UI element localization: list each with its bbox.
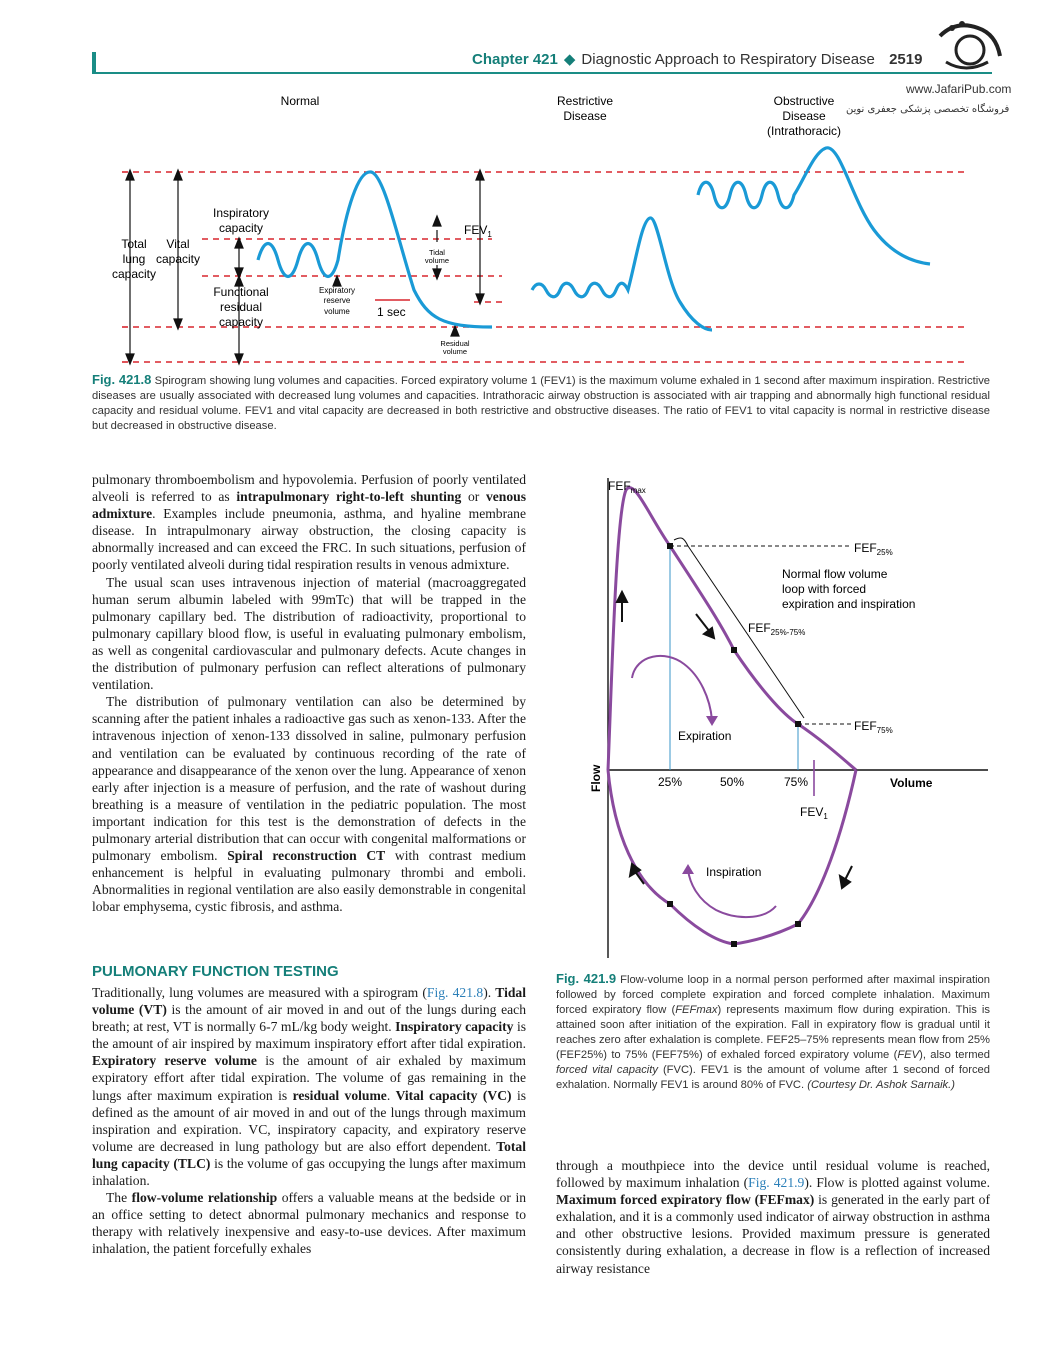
label-total-2: lung [122, 252, 146, 266]
label-vital-2: capacity [155, 252, 201, 266]
label-volume: Volume [890, 776, 933, 790]
label-fef75: $FEF_{75\%}$ [854, 719, 893, 735]
tick-25: 25% [658, 775, 683, 789]
label-inspiratory-2: capacity [218, 221, 264, 235]
direction-arrows [617, 592, 852, 888]
body-right-column [556, 1157, 990, 1277]
paragraph-scan: The usual scan uses intravenous injection of material (macroaggregated human serum albumin labeled with 99mTc) that will be trapped in the pulmonary capillary bed. The distribution of radioactivity, proportional to pulmonary capillary blood flow, is useful in evaluating pulmonary embolism, as well as congenital cardiovascular and pulmonary defects. Acute changes in the distribution of pulmonary perfusion can reflect alterations of pulmonary ventilation. [92, 574, 526, 693]
measurement-arrows [126, 170, 484, 364]
label-normal-3: expiration and inspiration [782, 597, 916, 611]
label-fev1: $FEV_1$ [464, 223, 492, 239]
label-restrictive-2: Disease [563, 109, 607, 123]
paragraph-mouthpiece: through a mouthpiece into the device until residual volume is reached, followed by maximum inhalation (Fig. 421.9). Flow is plotted against volume. Maximum forced expiratory flow (FEFmax) is generated in the early part of exhalation, and it is a commonly used indicator of airway obstruction in asthma and other obstructive lesions. Provided maximum pressure is generated consistently during exhalation, a decrease in flow is a reflection of increased airway resistance [556, 1158, 990, 1276]
page-number: 2519 [889, 51, 923, 68]
label-tidal-2: volume [424, 256, 450, 265]
label-frc-2: residual [219, 300, 263, 314]
section-heading-pft: PULMONARY FUNCTION TESTING [92, 963, 339, 980]
label-normal: Normal [280, 94, 320, 108]
label-erv-3: volume [324, 307, 350, 316]
watermark-logo-icon [926, 16, 1006, 76]
label-total-1: Total [121, 237, 147, 251]
figure-421-9-label: Fig. 421.9 [556, 971, 617, 986]
diamond-icon: ◆ [563, 51, 576, 68]
label-residual-2: volume [442, 347, 468, 356]
tick-75: 75% [784, 775, 809, 789]
inspiration-arrowhead-icon [682, 864, 694, 874]
paragraph-lung-volumes: Traditionally, lung volumes are measured with a spirogram (Fig. 421.8). Tidal volume (VT) is the amount of air moved in and out of the lungs during each breath; at rest, VT is normally 6-7 mL/kg body weight. Inspiratory capacity is the amount of air inspired by maximum inspiratory effort after tidal expiration. Expiratory reserve volume is the amount of air exhaled by maximum expiratory effort after tidal expiration. The volume of gas remaining in the lungs after maximum expiration is residual volume. Vital capacity (VC) is defined as the amount of air moved in and out of the lungs through maximum inspiration and expiration. VC, inspiratory capacity, and expiratory reserve volume are decreased in lung pathology but are also effort dependent. Total lung capacity (TLC) is the volume of gas occupying the lungs after maximum inhalation. [92, 985, 527, 1189]
expiration-arrowhead-icon [706, 716, 718, 726]
running-header [472, 50, 922, 68]
spirogram-figure [92, 90, 992, 372]
label-total-3: capacity [111, 267, 157, 281]
label-erv-1: Expiratory [318, 286, 356, 295]
expiration-arrow-icon [632, 656, 712, 720]
curve-markers [667, 543, 801, 947]
tick-50: 50% [720, 775, 745, 789]
label-one-sec: 1 sec [377, 305, 406, 319]
watermark-url: www.JafariPub.com [906, 82, 1012, 96]
reference-dashed-lines [122, 172, 968, 362]
label-obstructive-3: (Intrathoracic) [766, 124, 842, 138]
flow-volume-loop-figure [586, 474, 990, 968]
label-fev1-loop: $FEV_1$ [800, 805, 828, 821]
body-left-column-pft [92, 984, 526, 1258]
label-fef2575: $FEF_{25\%-75\%}$ [748, 621, 806, 637]
link-fig-421-8[interactable]: Fig. 421.8 [426, 985, 484, 1000]
chapter-number: Chapter 421 [472, 51, 558, 68]
watermark-persian: فروشگاه تخصصی پزشکی جعفری نوین [846, 104, 1010, 115]
paragraph-shunting: pulmonary thromboembolism and hypovolemia. Perfusion of poorly ventilated alveoli is referred to as intrapulmonary right-to-left shunting or venous admixture. Examples include pneumonia, asthma, and hyaline membrane disease. In intrapulmonary airway obstruction, the closing capacity is abnormally increased and can exceed the FRC. In such situations, perfusion of poorly ventilated alveoli during tidal respiration results in venous admixture. [92, 472, 526, 573]
figure-421-8-caption-text: Spirogram showing lung volumes and capacities. Forced expiratory volume 1 (FEV1) is the maximum volume exhaled in 1 second after maximum inspiration. Restrictive diseases are usually associated with decreased lung volumes and capacities. Intrathoracic airway obstruction is associated with air trapping and abnormally high functional residual capacity and residual volume. FEV1 and vital capacity are decreased in both restrictive and obstructive diseases. The ratio of FEV1 to vital capacity is normal in restrictive disease but decreased in obstructive disease. [92, 375, 991, 432]
obstructive-spirogram-curve [698, 148, 930, 264]
restrictive-spirogram-curve [532, 218, 712, 330]
body-left-column [92, 471, 526, 915]
figure-421-8-label: Fig. 421.8 [92, 372, 152, 387]
label-fefmax: $FEF_{max}$ [608, 479, 646, 495]
chapter-title: Diagnostic Approach to Respiratory Disease [581, 51, 875, 68]
label-flow: Flow [589, 764, 603, 792]
label-normal-1: Normal flow volume [782, 567, 888, 581]
inspiration-curve [608, 770, 856, 944]
figure-421-8-caption [92, 372, 990, 434]
figure-421-9-caption: Fig. 421.9 Flow-volume loop in a normal person performed after maximal inspiration followed by forced complete expiration and forced complete inhalation. Maximum forced expiratory flow (FEFmax) represents maximum flow during expiration. This is attained soon after initiation of the expiration. Fall in expiratory flow is gradual until it reaches zero after exhalation is complete. FEF25–75% represents mean flow from 25% (FEF25%) to 75% (FEF75%) of exhaled forced expiratory volume (FEV), also termed forced vital capacity (FVC). FEV1 is the amount of volume after 1 second of forced exhalation. Normally FEV1 is around 80% of FVC. (Courtesy Dr. Ashok Sarnaik.) [556, 971, 991, 1091]
normal-spirogram-curve [258, 172, 492, 327]
label-normal-2: loop with forced [782, 582, 867, 596]
header-rule [92, 72, 992, 74]
link-fig-421-9[interactable]: Fig. 421.9 [748, 1175, 805, 1191]
header-bar [92, 52, 96, 74]
label-residual-1: Residual [440, 339, 470, 348]
label-inspiration: Inspiration [706, 865, 762, 879]
label-obstructive-1: Obstructive [773, 94, 835, 108]
label-erv-2: reserve [323, 296, 351, 305]
label-tidal-1: Tidal [429, 248, 445, 257]
paragraph-ventilation: The distribution of pulmonary ventilation can also be determined by scanning after the patient inhales a radioactive gas such as xenon-133. After the intravenous injection of xenon-133 dissolved in saline, pulmonary perfusion and ventilation can be evaluated by continuous recording of the rate of appearance and disappearance of the xenon over the lung. Appearance of xenon early after injection is a measure of perfusion, and the rate of washout during breathing is a measure of ventilation in the pediatric population. The most important indication for this test is the demonstration of defects in the pulmonary arterial distribution that can occur with congenital malformations or pulmonary embolism. Spiral reconstruction CT with contrast medium enhancement is helpful in evaluating pulmonary thrombi and emboli. Abnormalities in regional ventilation are also easily demonstrable in congenital lobar emphysema, cystic fibrosis, and asthma. [92, 694, 526, 915]
label-inspiratory-1: Inspiratory [212, 206, 270, 220]
label-fef25: $FEF_{25\%}$ [854, 541, 893, 557]
label-frc-3: capacity [218, 315, 264, 329]
paragraph-flow-volume: The flow-volume relationship offers a valuable means at the bedside or in an office setting to detect abnormal pulmonary mechanics and response to therapy with relatively inexpensive and easy-to-use devices. After maximum inhalation, the patient forcefully exhales [92, 1190, 527, 1257]
label-vital-1: Vital [166, 237, 190, 251]
label-obstructive-2: Disease [782, 109, 826, 123]
label-restrictive-1: Restrictive [556, 94, 614, 108]
label-expiration: Expiration [678, 729, 732, 743]
expiration-curve [608, 488, 856, 770]
label-frc-1: Functional [213, 285, 269, 299]
